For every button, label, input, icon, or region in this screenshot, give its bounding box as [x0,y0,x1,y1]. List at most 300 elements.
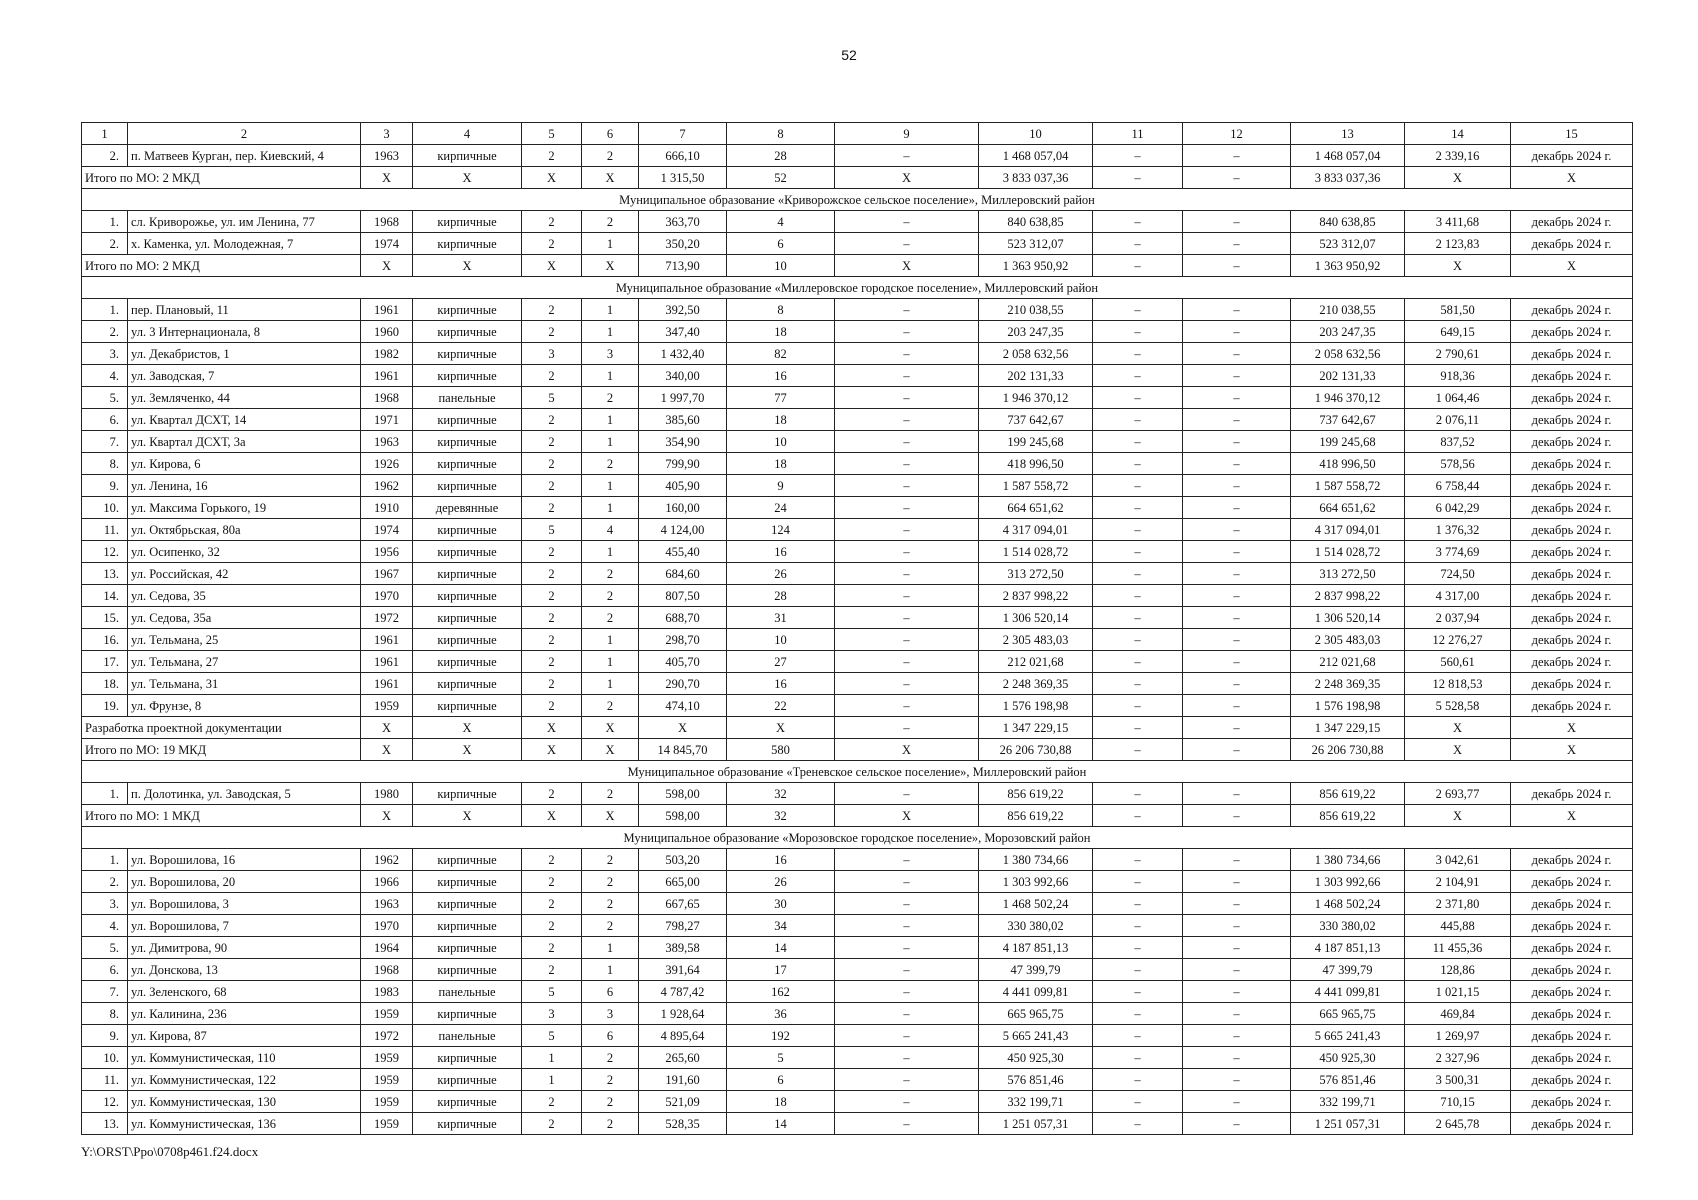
table-cell: декабрь 2024 г. [1511,651,1633,673]
table-row [82,321,1633,343]
table-cell: – [1093,431,1183,453]
table-cell: декабрь 2024 г. [1511,387,1633,409]
table-cell: 1 251 057,31 [1291,1113,1405,1135]
table-cell: – [835,849,979,871]
total-cell: Х [413,717,522,739]
table-cell: декабрь 2024 г. [1511,673,1633,695]
table-cell: 1963 [361,893,413,915]
table-cell: кирпичные [413,343,522,365]
table-cell: – [1093,453,1183,475]
table-cell: 1974 [361,233,413,255]
table-cell: – [1183,937,1291,959]
table-cell: – [835,563,979,585]
table-cell: 82 [727,343,835,365]
table-cell: 2 [582,1047,639,1069]
table-cell: 391,64 [639,959,727,981]
table-cell: 1 468 502,24 [979,893,1093,915]
table-cell: 1 928,64 [639,1003,727,1025]
table-cell: 5 [522,387,582,409]
address-cell: ул. Коммунистическая, 122 [128,1069,361,1091]
table-cell: 1910 [361,497,413,519]
table-cell: – [1183,607,1291,629]
table-cell: – [835,1003,979,1025]
municipality-title: Муниципальное образование «Треневское сельское поселение», Миллеровский район [82,761,1633,783]
table-cell: кирпичные [413,299,522,321]
table-cell: декабрь 2024 г. [1511,299,1633,321]
table-cell: 710,15 [1405,1091,1511,1113]
table-cell: кирпичные [413,629,522,651]
table-cell: 4 124,00 [639,519,727,541]
table-cell: – [835,1047,979,1069]
total-cell: 856 619,22 [979,805,1093,827]
table-cell: 298,70 [639,629,727,651]
row-number: 16. [82,629,128,651]
table-cell: 385,60 [639,409,727,431]
total-cell: Х [413,255,522,277]
table-cell: 8 [727,299,835,321]
table-cell: 1 [582,937,639,959]
total-cell: Х [582,717,639,739]
table-cell: – [835,409,979,431]
table-cell: 576 851,46 [1291,1069,1405,1091]
table-cell: 1 [582,673,639,695]
table-cell: 2 104,91 [1405,871,1511,893]
table-cell: 4 187 851,13 [1291,937,1405,959]
table-cell: 27 [727,651,835,673]
table-row [82,585,1633,607]
table-cell: декабрь 2024 г. [1511,233,1633,255]
table-cell: – [835,1069,979,1091]
table-cell: – [1183,145,1291,167]
table-cell: – [1093,563,1183,585]
table-cell: 2 [582,871,639,893]
total-cell: 26 206 730,88 [979,739,1093,761]
table-cell: декабрь 2024 г. [1511,475,1633,497]
table-cell: – [835,607,979,629]
table-cell: 2 [522,453,582,475]
total-cell: 1 363 950,92 [1291,255,1405,277]
table-cell: – [1183,299,1291,321]
table-cell: – [1093,343,1183,365]
table-cell: 332 199,71 [979,1091,1093,1113]
table-cell: декабрь 2024 г. [1511,915,1633,937]
table-cell: 528,35 [639,1113,727,1135]
table-cell: 649,15 [1405,321,1511,343]
table-cell: 4 895,64 [639,1025,727,1047]
address-cell: ул. 3 Интернационала, 8 [128,321,361,343]
total-row [82,167,1633,189]
table-cell: кирпичные [413,673,522,695]
table-cell: 2 248 369,35 [979,673,1093,695]
table-cell: кирпичные [413,321,522,343]
address-cell: ул. Квартал ДСХТ, 3а [128,431,361,453]
table-cell: 1 468 057,04 [1291,145,1405,167]
table-cell: 2 [522,871,582,893]
table-cell: 1 [582,321,639,343]
table-body [82,123,1633,1135]
total-cell: Х [522,167,582,189]
table-cell: 26 [727,563,835,585]
table-cell: 1968 [361,959,413,981]
table-cell: 1959 [361,1091,413,1113]
table-cell: – [1183,1025,1291,1047]
column-number-row [82,123,1633,145]
table-cell: 1 432,40 [639,343,727,365]
total-cell: – [1093,739,1183,761]
row-number: 2. [82,233,128,255]
total-cell: 3 833 037,36 [1291,167,1405,189]
total-cell: 3 833 037,36 [979,167,1093,189]
table-cell: декабрь 2024 г. [1511,343,1633,365]
address-cell: ул. Тельмана, 31 [128,673,361,695]
address-cell: ул. Кирова, 6 [128,453,361,475]
table-cell: 5 [522,1025,582,1047]
column-number: 4 [413,123,522,145]
address-cell: ул. Квартал ДСХТ, 14 [128,409,361,431]
table-cell: 1 [582,651,639,673]
total-label: Итого по МО: 2 МКД [82,255,361,277]
table-cell: – [1183,1113,1291,1135]
table-cell: 840 638,85 [979,211,1093,233]
table-cell: кирпичные [413,1069,522,1091]
total-cell: 1 363 950,92 [979,255,1093,277]
total-cell: Х [1511,167,1633,189]
table-cell: 28 [727,145,835,167]
address-cell: ул. Зеленского, 68 [128,981,361,1003]
table-cell: кирпичные [413,1047,522,1069]
row-number: 9. [82,1025,128,1047]
table-row [82,607,1633,629]
table-cell: – [1183,409,1291,431]
total-cell: 713,90 [639,255,727,277]
table-cell: 4 317,00 [1405,585,1511,607]
table-cell: 684,60 [639,563,727,585]
total-cell: Х [1405,255,1511,277]
table-cell: 737 642,67 [1291,409,1405,431]
total-cell: Х [1405,739,1511,761]
page-number: 52 [841,47,857,63]
table-cell: кирпичные [413,409,522,431]
table-cell: 5 665 241,43 [979,1025,1093,1047]
table-cell: 6 [582,981,639,1003]
table-cell: – [1183,783,1291,805]
table-cell: 2 305 483,03 [979,629,1093,651]
table-cell: – [1093,233,1183,255]
table-cell: – [1183,563,1291,585]
table-cell: 1 468 502,24 [1291,893,1405,915]
table-cell: 2 [522,563,582,585]
total-cell: – [1093,167,1183,189]
table-cell: 313 272,50 [1291,563,1405,585]
table-cell: панельные [413,1025,522,1047]
total-cell: Х [835,739,979,761]
table-cell: – [1183,475,1291,497]
table-cell: 30 [727,893,835,915]
table-cell: 10 [727,629,835,651]
table-cell: 4 317 094,01 [1291,519,1405,541]
table-cell: – [835,321,979,343]
table-cell: деревянные [413,497,522,519]
total-cell: Х [413,739,522,761]
table-cell: 1972 [361,1025,413,1047]
table-cell: 4 787,42 [639,981,727,1003]
table-row [82,893,1633,915]
table-cell: 2 [522,937,582,959]
municipality-section-row [82,277,1633,299]
table-cell: 1 303 992,66 [1291,871,1405,893]
total-cell: Х [413,167,522,189]
table-cell: 2 [522,673,582,695]
table-cell: – [1093,695,1183,717]
table-row [82,1003,1633,1025]
table-row [82,519,1633,541]
table-cell: 2 [582,849,639,871]
table-cell: панельные [413,387,522,409]
table-cell: 350,20 [639,233,727,255]
table-cell: кирпичные [413,585,522,607]
total-cell: 52 [727,167,835,189]
table-cell: 17 [727,959,835,981]
table-cell: – [1183,211,1291,233]
table-row [82,563,1633,585]
row-number: 7. [82,981,128,1003]
table-row [82,1113,1633,1135]
table-row [82,673,1633,695]
table-cell: 1 576 198,98 [979,695,1093,717]
table-row [82,1025,1633,1047]
table-cell: – [835,695,979,717]
table-cell: 28 [727,585,835,607]
table-cell: 3 [582,1003,639,1025]
table-cell: 4 441 099,81 [1291,981,1405,1003]
table-cell: 737 642,67 [979,409,1093,431]
table-cell: кирпичные [413,1003,522,1025]
table-cell: 2 [522,893,582,915]
table-cell: 2 [522,541,582,563]
table-cell: 1 306 520,14 [1291,607,1405,629]
address-cell: сл. Криворожье, ул. им Ленина, 77 [128,211,361,233]
table-cell: – [1183,893,1291,915]
table-cell: 2 [522,365,582,387]
address-cell: ул. Фрунзе, 8 [128,695,361,717]
table-cell: декабрь 2024 г. [1511,1047,1633,1069]
total-cell: – [1183,255,1291,277]
table-cell: 598,00 [639,783,727,805]
table-cell: 210 038,55 [979,299,1093,321]
total-cell: Х [582,739,639,761]
column-number: 3 [361,123,413,145]
table-cell: 392,50 [639,299,727,321]
address-cell: ул. Калинина, 236 [128,1003,361,1025]
table-cell: 1963 [361,431,413,453]
table-cell: декабрь 2024 г. [1511,1091,1633,1113]
table-cell: 1961 [361,673,413,695]
table-cell: 203 247,35 [1291,321,1405,343]
table-cell: 1 [582,497,639,519]
table-cell: 2 [522,607,582,629]
table-cell: декабрь 2024 г. [1511,145,1633,167]
table-cell: – [1093,211,1183,233]
address-cell: ул. Ворошилова, 16 [128,849,361,871]
table-cell: 1 [522,1047,582,1069]
table-row [82,343,1633,365]
row-number: 1. [82,783,128,805]
table-cell: 1 380 734,66 [1291,849,1405,871]
table-cell: 1 [582,431,639,453]
total-cell: Х [361,805,413,827]
table-cell: декабрь 2024 г. [1511,519,1633,541]
total-cell: – [835,717,979,739]
table-cell: 2 [582,453,639,475]
table-cell: – [1093,629,1183,651]
table-cell: – [1093,1003,1183,1025]
table-cell: – [835,431,979,453]
table-cell: кирпичные [413,893,522,915]
table-cell: – [835,233,979,255]
table-row [82,299,1633,321]
table-cell: декабрь 2024 г. [1511,695,1633,717]
row-number: 3. [82,343,128,365]
row-number: 2. [82,145,128,167]
row-number: 1. [82,211,128,233]
table-cell: 265,60 [639,1047,727,1069]
table-cell: декабрь 2024 г. [1511,453,1633,475]
table-cell: – [1093,783,1183,805]
table-cell: кирпичные [413,695,522,717]
address-cell: п. Матвеев Курган, пер. Киевский, 4 [128,145,361,167]
table-cell: 354,90 [639,431,727,453]
total-cell: 10 [727,255,835,277]
table-cell: 2 [582,1113,639,1135]
table-cell: 1 306 520,14 [979,607,1093,629]
table-cell: 560,61 [1405,651,1511,673]
table-cell: – [835,343,979,365]
table-cell: 450 925,30 [1291,1047,1405,1069]
address-cell: п. Долотинка, ул. Заводская, 5 [128,783,361,805]
table-cell: 1 [582,299,639,321]
table-cell: 665 965,75 [1291,1003,1405,1025]
table-cell: – [1093,1069,1183,1091]
table-cell: – [1093,541,1183,563]
table-cell: – [1093,497,1183,519]
table-cell: кирпичные [413,211,522,233]
table-cell: – [1183,651,1291,673]
table-row [82,981,1633,1003]
table-cell: – [1183,695,1291,717]
table-cell: 1967 [361,563,413,585]
table-cell: 665,00 [639,871,727,893]
table-cell: – [1183,387,1291,409]
table-cell: 330 380,02 [979,915,1093,937]
table-cell: 2 [582,915,639,937]
row-number: 1. [82,849,128,871]
column-number: 5 [522,123,582,145]
table-cell: 1961 [361,629,413,651]
table-cell: 24 [727,497,835,519]
total-cell: 856 619,22 [1291,805,1405,827]
row-number: 9. [82,475,128,497]
row-number: 18. [82,673,128,695]
table-cell: 2 327,96 [1405,1047,1511,1069]
table-cell: кирпичные [413,475,522,497]
address-cell: ул. Декабристов, 1 [128,343,361,365]
table-row [82,783,1633,805]
table-cell: – [1183,519,1291,541]
table-cell: декабрь 2024 г. [1511,365,1633,387]
total-cell: Х [582,805,639,827]
total-cell: 32 [727,805,835,827]
total-cell: Х [361,717,413,739]
row-number: 5. [82,937,128,959]
table-cell: 5 665 241,43 [1291,1025,1405,1047]
address-cell: ул. Тельмана, 27 [128,651,361,673]
column-number: 6 [582,123,639,145]
address-cell: пер. Плановый, 11 [128,299,361,321]
table-cell: 3 500,31 [1405,1069,1511,1091]
table-cell: 837,52 [1405,431,1511,453]
table-cell: 2 [522,211,582,233]
table-cell: – [1093,475,1183,497]
table-cell: кирпичные [413,871,522,893]
table-cell: 469,84 [1405,1003,1511,1025]
table-cell: 1959 [361,695,413,717]
address-cell: ул. Коммунистическая, 110 [128,1047,361,1069]
table-cell: 2 [522,849,582,871]
table-cell: – [835,673,979,695]
table-cell: – [835,651,979,673]
table-cell: 3 411,68 [1405,211,1511,233]
table-cell: 2 [522,145,582,167]
table-cell: 340,00 [639,365,727,387]
total-cell: – [1183,805,1291,827]
table-cell: – [835,893,979,915]
table-cell: 347,40 [639,321,727,343]
total-cell: 26 206 730,88 [1291,739,1405,761]
table-cell: 18 [727,409,835,431]
table-cell: 1 576 198,98 [1291,695,1405,717]
table-cell: 1982 [361,343,413,365]
table-row [82,1091,1633,1113]
table-cell: – [835,453,979,475]
table-cell: 1959 [361,1069,413,1091]
table-cell: кирпичные [413,1113,522,1135]
total-row [82,805,1633,827]
total-cell: Х [361,255,413,277]
table-cell: 1962 [361,475,413,497]
table-cell: 1980 [361,783,413,805]
table-cell: 455,40 [639,541,727,563]
table-cell: декабрь 2024 г. [1511,959,1633,981]
table-cell: 1 [582,475,639,497]
row-number: 17. [82,651,128,673]
total-cell: 1 347 229,15 [1291,717,1405,739]
table-cell: – [1183,959,1291,981]
table-cell: 12 276,27 [1405,629,1511,651]
table-cell: 16 [727,365,835,387]
table-cell: 1959 [361,1047,413,1069]
table-cell: 2 [522,585,582,607]
table-cell: – [835,519,979,541]
total-label: Итого по МО: 19 МКД [82,739,361,761]
address-cell: ул. Димитрова, 90 [128,937,361,959]
table-cell: – [1183,1003,1291,1025]
housing-register-table [81,122,1633,1135]
column-number: 13 [1291,123,1405,145]
table-cell: 2 693,77 [1405,783,1511,805]
table-cell: 840 638,85 [1291,211,1405,233]
table-cell: 4 317 094,01 [979,519,1093,541]
table-cell: – [835,211,979,233]
